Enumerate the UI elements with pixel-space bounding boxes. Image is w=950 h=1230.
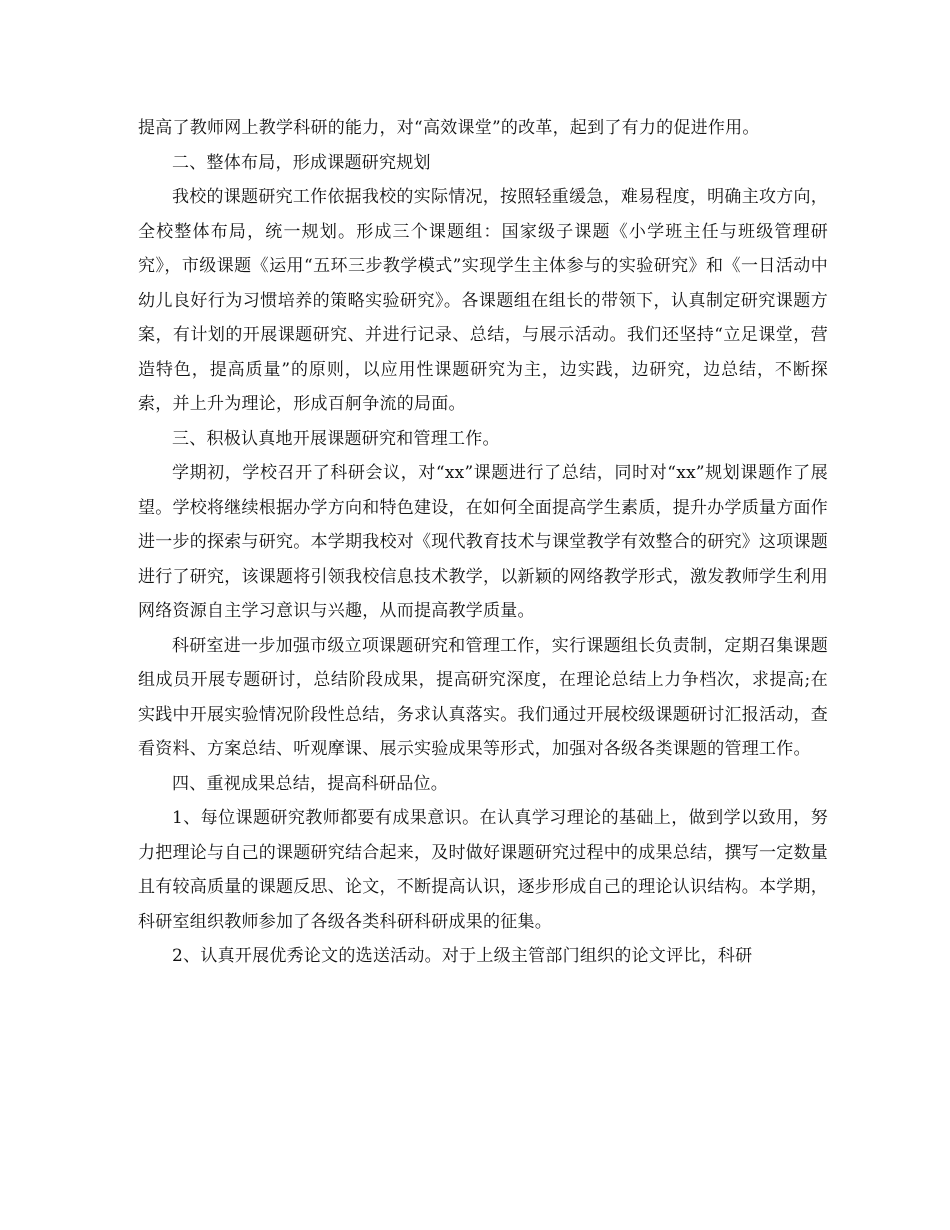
section-heading-3: 三、积极认真地开展课题研究和管理工作。 [172, 428, 500, 449]
paragraph-continuation: 提高了教师网上教学科研的能力，对“高效课堂”的改革，起到了有力的促进作用。 [138, 118, 760, 138]
numbered-paragraph-2: 2、认真开展优秀论文的选送活动。对于上级主管部门组织的论文评比，科研 [172, 946, 753, 966]
paragraph: 我校的课题研究工作依据我校的实际情况，按照轻重缓急，难易程度，明确主攻方向，全校整体布局，统一规划。形成三个课题组：国家级子课题《小学班主任与班级管理研究》，市级课题《运用“五环三步教学模式”实现学生主体参与的实验研究》和《一日活动中幼儿良好行为习惯培养的策略实验研究》。各课题组在组长的带领下，认真制定研究课题方案，有计划的开展课题研究、并进行记录、总结，与展示活动。我们还坚持“立足课堂，营造特色，提高质量”的原则，以应用性课题研究为主，边实践，边研究，边总结，不断探索，并上升为理论，形成百舸争流的局面。 [138, 187, 828, 414]
numbered-paragraph-1: 1、每位课题研究教师都要有成果意识。在认真学习理论的基础上，做到学以致用，努力把理论与自己的课题研究结合起来，及时做好课题研究过程中的成果总结，撰写一定数量且有较高质量的课题反思、论文，不断提高认识，逐步形成自己的理论认识结构。本学期，科研室组织教师参加了各级各类科研科研成果的征集。 [138, 808, 828, 932]
document-body [138, 111, 828, 974]
paragraph: 学期初，学校召开了科研会议，对“xx”课题进行了总结，同时对“xx”规划课题作了展望。学校将继续根据办学方向和特色建设，在如何全面提高学生素质，提升办学质量方面作进一步的探索与研究。本学期我校对《现代教育技术与课堂教学有效整合的研究》这项课题进行了研究，该课题将引领我校信息技术教学，以新颖的网络教学形式，激发教师学生利用网络资源自主学习意识与兴趣，从而提高教学质量。 [138, 463, 828, 621]
section-heading-2: 二、整体布局，形成课题研究规划 [172, 152, 431, 173]
paragraph: 科研室进一步加强市级立项课题研究和管理工作，实行课题组长负责制，定期召集课题组成员开展专题研讨，总结阶段成果，提高研究深度，在理论总结上力争档次，求提高;在实践中开展实验情况阶段性总结，务求认真落实。我们通过开展校级课题研讨汇报活动，查看资料、方案总结、听观摩课、展示实验成果等形式，加强对各级各类课题的管理工作。 [138, 635, 828, 759]
section-heading-4: 四、重视成果总结，提高科研品位。 [172, 773, 448, 794]
